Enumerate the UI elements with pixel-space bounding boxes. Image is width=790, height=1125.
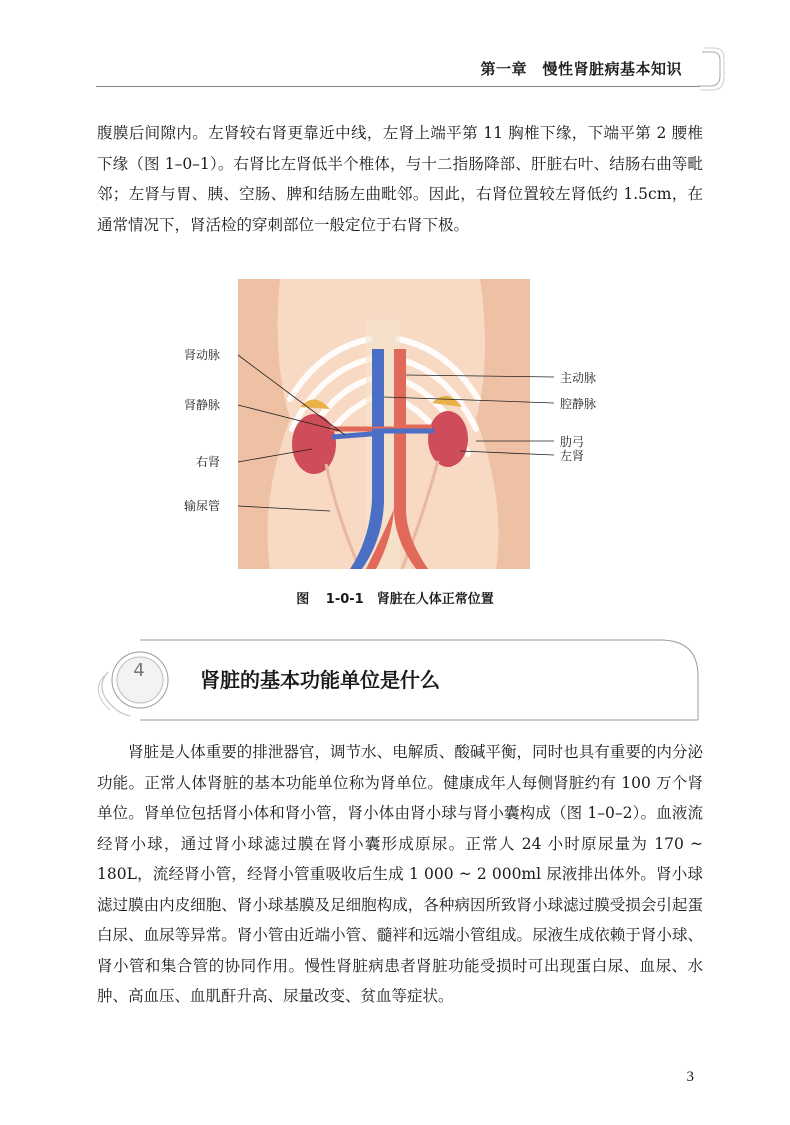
body-paragraph-2: 肾脏是人体重要的排泄器官，调节水、电解质、酸碱平衡，同时也具有重要的内分泌功能。正常人体肾脏的基本功能单位称为肾单位。健康成年人每侧肾脏约有 100 万个肾单位。肾单位包括肾小体和肾小管，肾小体由肾小球与肾小囊构成（图 1–0–2）。血液流经肾小球，通过肾小球滤过膜在肾小囊形成原尿。正常人 24 小时原尿量为 170 ~ 180L，流经肾小管，经肾小管重吸收后生成 1 000 ~ 2 000ml 尿液排出体外。肾小球滤过膜由内皮细胞、肾小球基膜及足细胞构成，各种病因所致肾小球滤过膜受损会引起蛋白尿、血尿等异常。肾小管由近端小管、髓袢和远端小管组成。尿液生成依赖于肾小球、肾小管和集合管的协同作用。慢性肾脏病患者肾脏功能受损时可出现蛋白尿、血尿、水肿、高血压、血肌酐升高、尿量改变、贫血等症状。: [97, 743, 703, 1005]
label-costal-arch: 肋弓: [560, 435, 585, 449]
header-rule: [96, 86, 700, 87]
label-renal-vein: 肾静脉: [184, 398, 221, 412]
header-curl-ornament: [696, 46, 726, 96]
section-number: 4: [133, 660, 145, 681]
chapter-header-title: 第一章 慢性肾脏病基本知识: [480, 60, 682, 78]
section-title: 肾脏的基本功能单位是什么: [200, 668, 440, 692]
kidney-anatomy-figure: [180, 279, 580, 569]
label-ureter: 输尿管: [184, 499, 221, 513]
label-vena-cava: 腔静脉: [560, 397, 597, 411]
figure-caption: 图 1-0-1 肾脏在人体正常位置: [296, 592, 494, 607]
label-renal-artery: 肾动脉: [184, 348, 221, 362]
body-paragraph-1: 腹膜后间隙内。左肾较右肾更靠近中线，左肾上端平第 11 胸椎下缘，下端平第 2 腰椎下缘（图 1–0–1）。右肾比左肾低半个椎体，与十二指肠降部、肝脏右叶、结肠右曲等毗邻；左肾与胃、胰、空肠、脾和结肠左曲毗邻。因此，右肾位置较左肾低约 1.5cm，在通常情况下，肾活检的穿刺部位一般定位于右肾下极。: [97, 124, 703, 234]
left-kidney: [428, 411, 468, 467]
page-number: 3: [686, 1069, 694, 1085]
label-left-kidney: 左肾: [560, 449, 585, 463]
label-aorta: 主动脉: [560, 371, 597, 385]
label-right-kidney: 右肾: [196, 455, 221, 469]
